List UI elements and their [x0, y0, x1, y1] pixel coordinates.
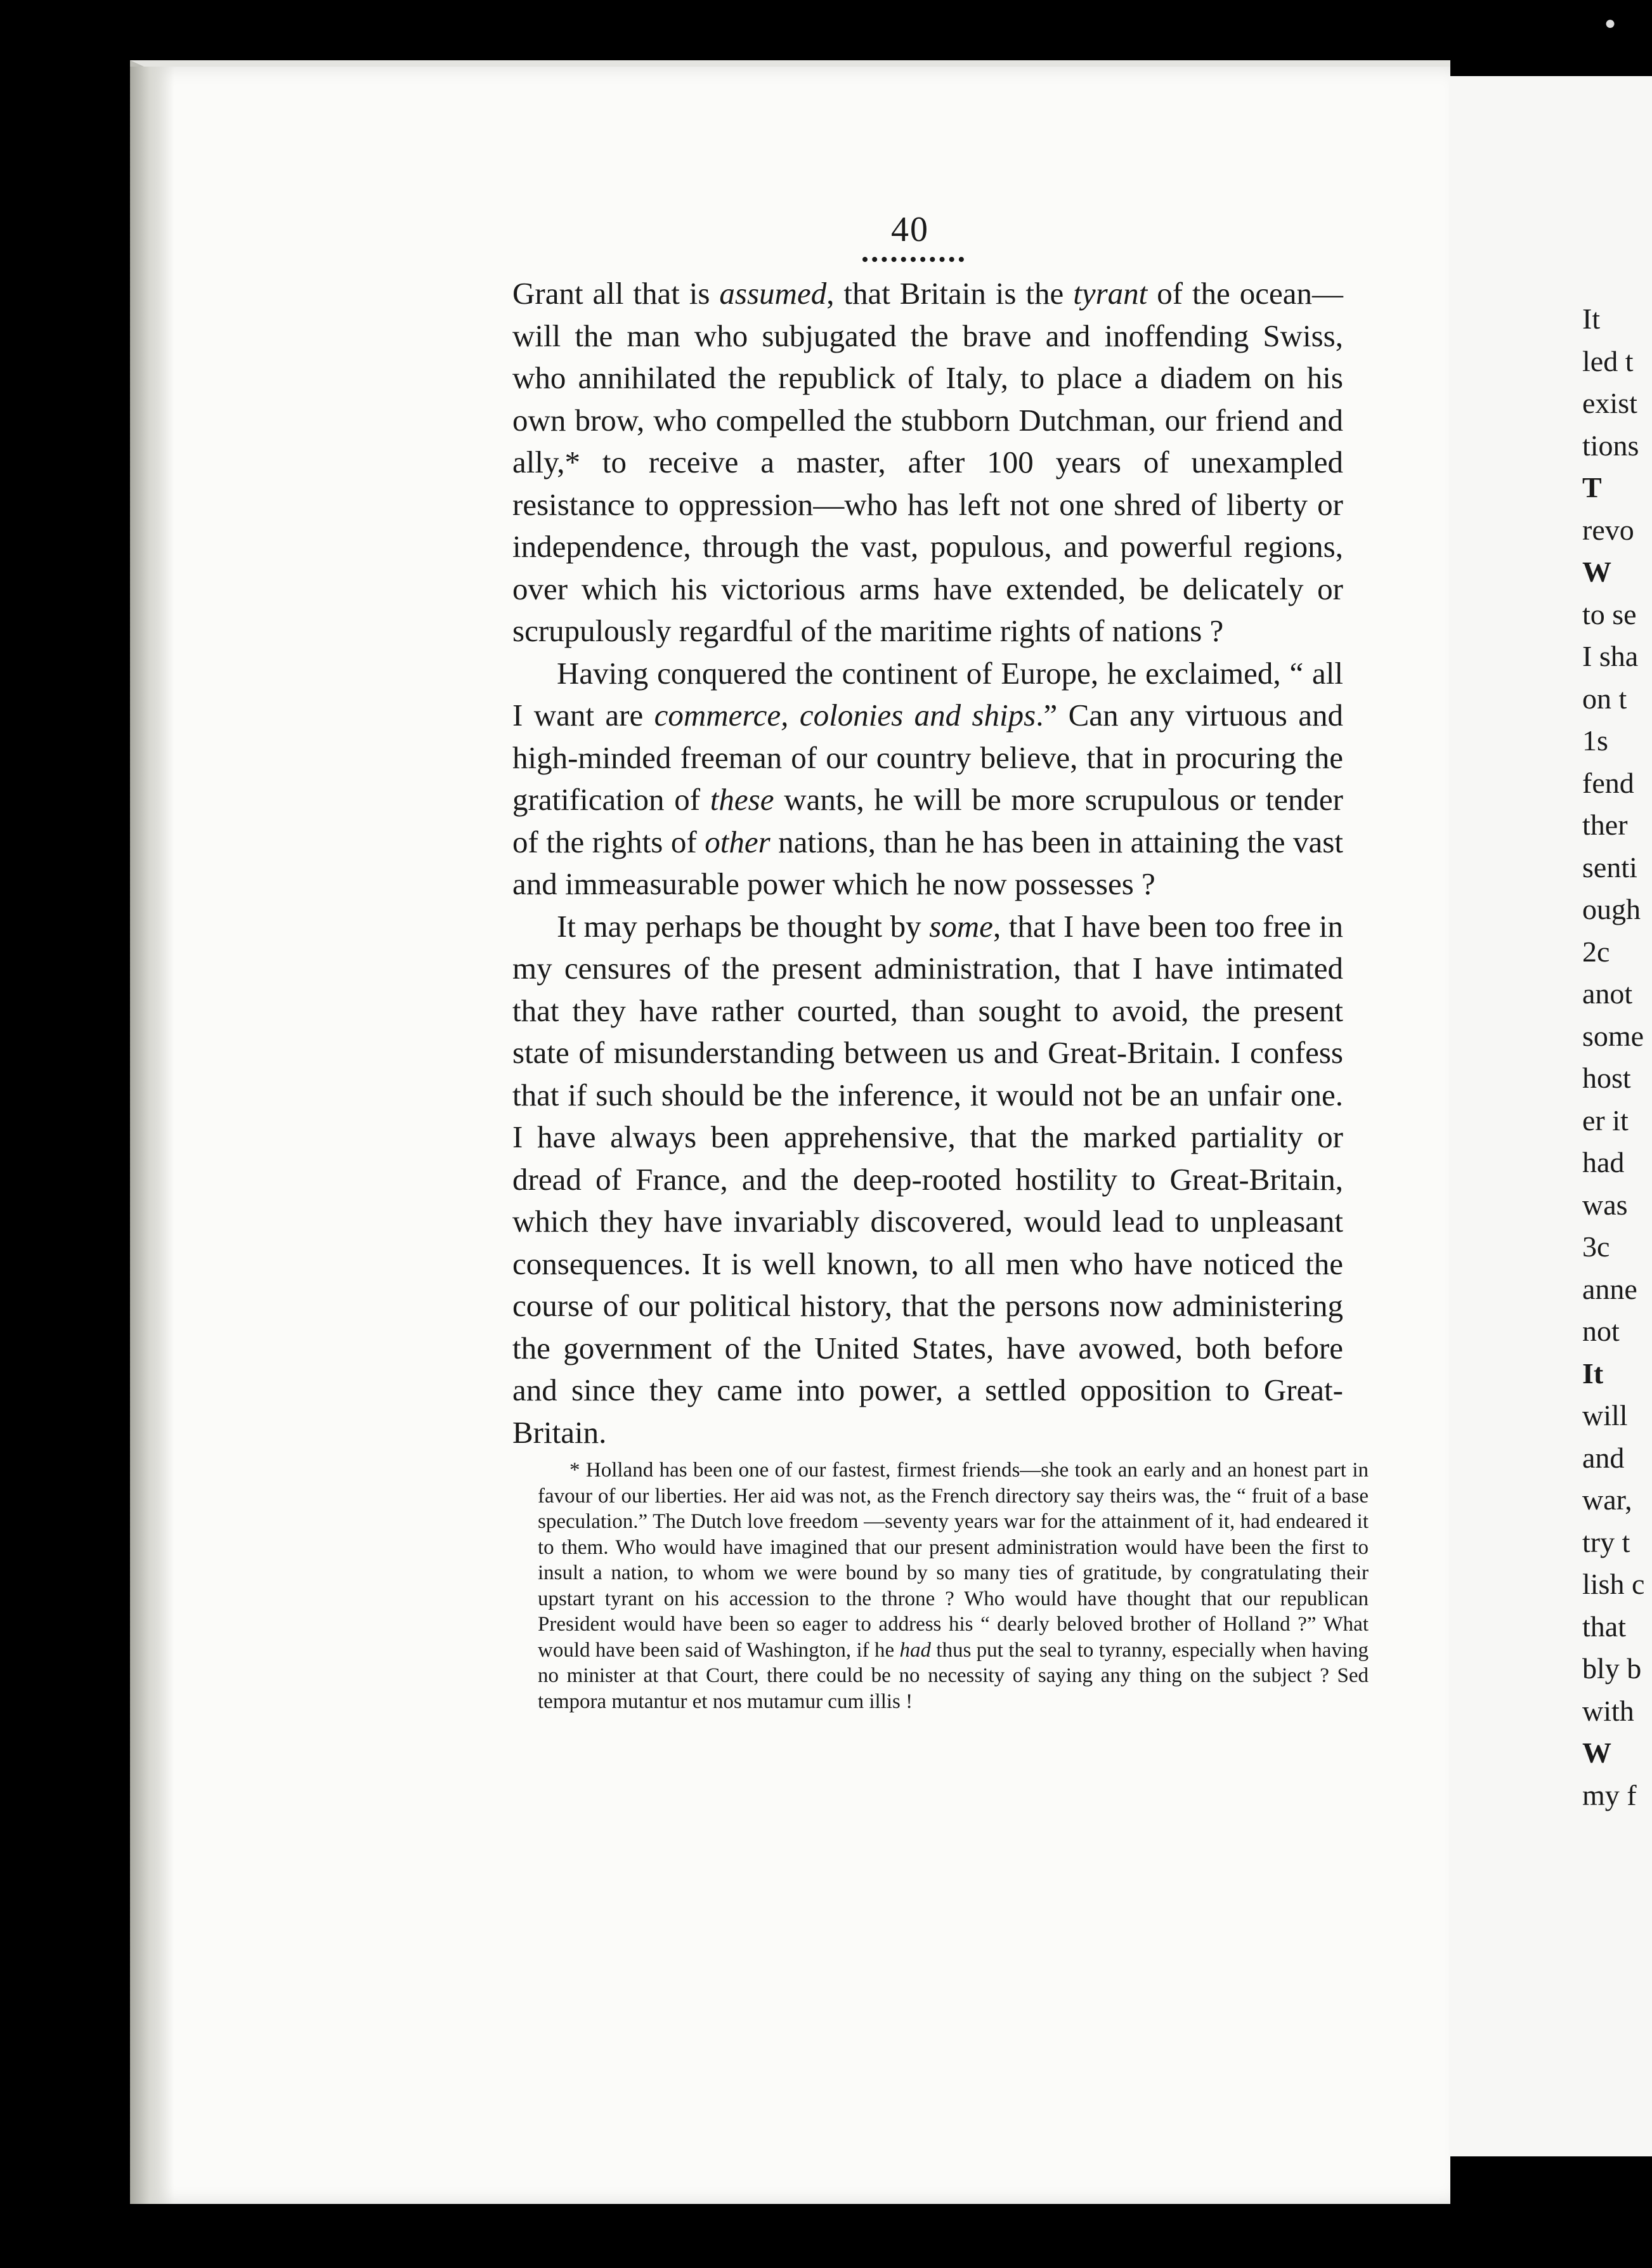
- text-run: nations, than he has been in attaining the vast and immeasurable power which he now possesses ?: [512, 824, 1343, 901]
- italic-text: some: [929, 908, 993, 944]
- right-page-line: It: [1582, 1357, 1604, 1390]
- right-page-line: 3c: [1582, 1230, 1610, 1263]
- right-page-line: had: [1582, 1146, 1625, 1178]
- page-number: 40: [891, 210, 929, 249]
- right-page-line: T: [1582, 471, 1602, 504]
- right-page-line: will: [1582, 1399, 1628, 1431]
- right-page-line: on t: [1582, 682, 1627, 715]
- text-run: Having conquered the continent of Europe, he exclaimed, “ all I want are: [512, 655, 1343, 733]
- right-page-line: It: [1582, 303, 1601, 335]
- right-page-line: senti: [1582, 850, 1637, 883]
- paragraph: [512, 653, 1343, 906]
- text-run: * Holland has been one of our fastest, firmest friends—she took an early and an honest part in favour of our liberties. Her aid was not, as the French directory say theirs was, the “ fruit of a base speculation.” The Dutch love freedom —seventy years war for the attainment of it, had endeared it to them. Who would have imagined that our present administration would have been the first to insult a nation, to whom we were bound by so many ties of gratitude, by congratulating their upstart tyrant on his accession to the throne ? Who would have thought that our republican President would have been so eager to address his “ dearly beloved brother of Holland ?” What would have been said of Washington, if he: [538, 1459, 1369, 1662]
- right-page-line: to se: [1582, 597, 1637, 630]
- right-page-line: host: [1582, 1062, 1631, 1094]
- right-page-line: and: [1582, 1441, 1625, 1474]
- italic-text: had: [899, 1638, 932, 1662]
- italic-text: assumed: [719, 276, 827, 311]
- right-page-line: not: [1582, 1315, 1620, 1347]
- text-run: wants, he will be more scrupulous or tender of the rights of: [512, 782, 1343, 859]
- corner-mark: ●: [1604, 13, 1616, 34]
- right-page-line: some: [1582, 1019, 1644, 1052]
- text-run: Grant all that is: [512, 276, 720, 311]
- text-run: of the ocean—will the man who subjugated the brave and inoffending Swiss, who annihilated the republick of Italy, to place a diadem on his own brow, who compelled the stubborn Dutchman, our friend and ally,* to receive a master, after 100 years of unexampled resistance to oppression—who has left not one shred of liberty or independence, through the vast, populous, and powerful regions, over which his victorious arms have extended, be delicately or scrupulously regardful of the maritime rights of nations ?: [512, 276, 1343, 648]
- right-page-text-fragments: [1582, 298, 1645, 1816]
- text-run: , that Britain is the: [826, 276, 1074, 311]
- right-page-line: exist: [1582, 387, 1637, 419]
- right-page-line: was: [1582, 1188, 1628, 1221]
- right-page-line: anot: [1582, 977, 1633, 1010]
- right-page-line: that: [1582, 1610, 1626, 1643]
- right-page-line: fend: [1582, 766, 1634, 799]
- text-run: .” Can any virtuous and high-minded freeman of our country believe, that in procuring the gratification of: [512, 698, 1343, 817]
- right-page-line: lish c: [1582, 1568, 1645, 1600]
- right-page-line: my f: [1582, 1778, 1637, 1811]
- italic-text: these: [710, 782, 774, 817]
- right-page-line: W: [1582, 556, 1611, 588]
- right-page-line: ough: [1582, 893, 1641, 925]
- right-page-line: revo: [1582, 513, 1634, 546]
- right-page-line: tions: [1582, 429, 1639, 462]
- italic-text: other: [705, 824, 771, 859]
- right-page-line: with: [1582, 1694, 1634, 1727]
- paragraph: [512, 906, 1343, 1454]
- right-page-line: er it: [1582, 1104, 1629, 1137]
- text-run: , that I have been too free in my censures of the present administration, that I have intimated that they have rather courted, than sought to avoid, the present state of misunderstanding between us and Great-Britain. I confess that if such should be the inference, it would not be an unfair one. I have always been apprehensive, that the marked partiality or dread of France, and the deep-rooted hostility to Great-Britain, which they have invariably discovered, would lead to unpleasant consequences. It is well known, to all men who have noticed the course of our political history, that the persons now administering the government of the United States, have avowed, both before and since they came into power, a settled opposition to Great-Britain.: [512, 908, 1343, 1450]
- page-number-rule: [862, 257, 964, 267]
- footnote: [538, 1457, 1369, 1714]
- italic-text: commerce, colonies and ships: [654, 698, 1036, 733]
- right-page-line: try t: [1582, 1525, 1630, 1558]
- right-page-line: war,: [1582, 1483, 1632, 1516]
- right-page-line: anne: [1582, 1272, 1637, 1305]
- right-page-line: ther: [1582, 809, 1628, 841]
- text-run: It may perhaps be thought by: [557, 908, 930, 944]
- paragraph: [512, 273, 1343, 653]
- right-page-line: led t: [1582, 344, 1634, 377]
- body-text: [512, 273, 1343, 1454]
- right-page-line: bly b: [1582, 1652, 1642, 1685]
- right-page-line: W: [1582, 1737, 1611, 1769]
- italic-text: tyrant: [1073, 276, 1148, 311]
- right-page-line: 1s: [1582, 724, 1608, 757]
- right-page-line: I sha: [1582, 640, 1639, 672]
- text-run: thus put the seal to tyranny, especially when having no minister at that Court, there could be no necessity of saying any thing on the subject ? Sed tempora mutantur et nos mutamur cum illis !: [538, 1638, 1369, 1713]
- right-page-line: 2c: [1582, 935, 1610, 968]
